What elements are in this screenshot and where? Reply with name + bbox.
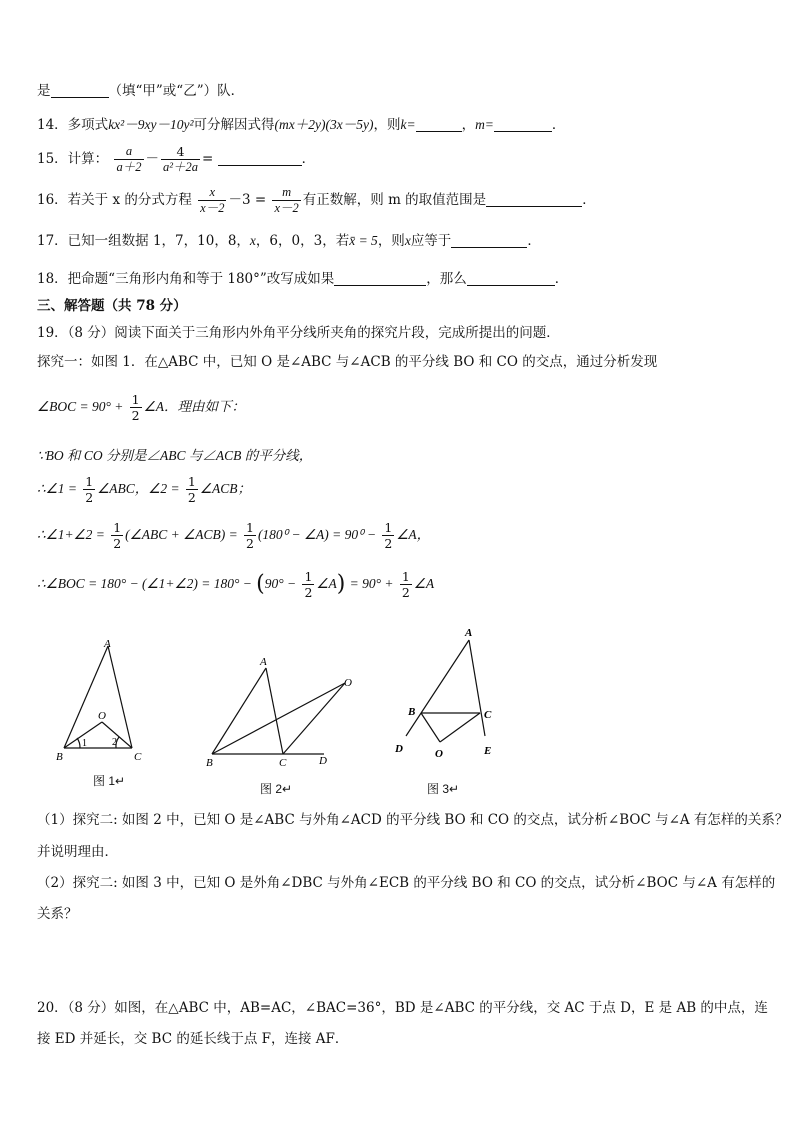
q13-prefix: 是 [37, 83, 51, 99]
fig3-label-c: C [484, 709, 492, 721]
q18 [37, 269, 568, 289]
q14-number: 14．多项式 [37, 117, 109, 133]
q16-text: 有正数解，则 m 的取值范围是 [302, 192, 487, 208]
fig3-caption: 图 3↵ [427, 782, 460, 796]
q19-step1-c: ∠ACB； [199, 481, 251, 496]
fig2-label-c: C [279, 757, 287, 769]
q16-f2-denominator: x－2 [274, 201, 299, 215]
fig1-label-c: C [134, 751, 142, 763]
q17-text: ，则 [377, 233, 405, 249]
q19-step1-a: ∴∠1 = [37, 481, 77, 496]
q19-step3-c: ∠A [316, 576, 337, 591]
q17 [37, 231, 541, 251]
half-fraction [400, 569, 412, 600]
fig1-label-b: B [56, 751, 63, 763]
q19-part1-line1: （1）探究二: 如图 2 中，已知 O 是∠ABC 与外角∠ACD 的平分线 BO 和 CO 的交点，试分析∠BOC 与∠A 有怎样的关系？ [37, 812, 789, 828]
fig3-label-e: E [484, 745, 492, 757]
q15-end: ． [301, 151, 316, 167]
q19-step2-b: (∠ABC + ∠ACB) = [125, 527, 238, 542]
q19-part2-line1: （2）探究二: 如图 3 中，已知 O 是外角∠DBC 与外角∠ECB 的平分线 BO 和 CO 的交点，试分析∠BOC 与∠A 有怎样的 [37, 875, 776, 891]
q18-if-blank[interactable] [334, 271, 426, 286]
half-numerator: 1 [187, 474, 196, 489]
half-fraction [111, 520, 123, 551]
q15-number: 15．计算： [37, 151, 109, 167]
q16-number: 16．若关于 x 的分式方程 [37, 192, 192, 208]
q19-step3-b: 90° − [264, 576, 297, 591]
q16-f2-numerator: m [272, 185, 300, 201]
half-numerator: 1 [85, 474, 94, 489]
q16 [37, 185, 596, 216]
q18-number: 18．把命题“三角形内角和等于 180°”改写成如果 [37, 271, 335, 287]
q15-f1-numerator: a [114, 144, 143, 160]
q14-then: ，则 [373, 117, 401, 133]
q16-fraction-1 [198, 185, 226, 216]
half-fraction [302, 569, 314, 600]
fig2-label-b: B [206, 757, 213, 769]
fig3-label-a: A [465, 627, 473, 639]
q17-x: x [249, 233, 256, 248]
q13-answer-blank[interactable] [51, 83, 109, 98]
q19-step3-d: = 90° + [349, 576, 394, 591]
q19-step1-b: ∠ABC，∠2 = [97, 481, 180, 496]
q15-f1-denominator: a＋2 [116, 160, 142, 174]
q16-f1-denominator: x－2 [200, 201, 225, 215]
q17-number: 17．已知一组数据 1，7，10，8， [37, 233, 250, 249]
q14-k-label: k= [400, 117, 416, 132]
q19-part1-line2: 并说明理由． [37, 844, 118, 860]
q19-step2 [37, 520, 430, 551]
q19-step2-a: ∴∠1+∠2 = [37, 527, 105, 542]
half-denominator: 2 [245, 536, 254, 551]
fig1-caption: 图 1↵ [93, 774, 126, 788]
half-denominator: 2 [304, 585, 313, 600]
q17-mean: x̄ = 5 [349, 233, 378, 248]
q15-f2-numerator: 4 [161, 144, 200, 160]
q19-step2-d: ∠A， [396, 527, 431, 542]
half-denominator: 2 [187, 490, 196, 505]
fig3-label-b: B [408, 706, 416, 718]
q19-part2-line2: 关系？ [37, 906, 78, 922]
q20-line2: 接 ED 并延长，交 BC 的延长线于点 F，连接 AF． [37, 1031, 349, 1047]
q16-answer-blank[interactable] [486, 192, 582, 207]
q19-claim [37, 392, 245, 423]
q13-suffix: （填“甲”或“乙”）队． [108, 83, 245, 99]
q18-then-blank[interactable] [467, 271, 555, 286]
half-denominator: 2 [384, 536, 393, 551]
q14-m-blank[interactable] [494, 117, 552, 132]
q19-step1 [37, 474, 251, 505]
fig1-label-1: 1 [82, 738, 87, 749]
q15-minus: － [145, 151, 159, 167]
fig2-label-d: D [319, 755, 327, 767]
q16-f1-numerator: x [198, 185, 226, 201]
q15 [37, 144, 315, 175]
q19-intro: 19．（8 分）阅读下面关于三角形内外角平分线所夹角的探究片段，完成所提出的问题． [37, 325, 560, 341]
q14-text: 可分解因式得 [193, 117, 275, 133]
q17-x-2: x [404, 233, 411, 248]
half-denominator: 2 [113, 536, 122, 551]
q18-mid: ，那么 [426, 271, 467, 287]
half-numerator: 1 [113, 520, 122, 535]
q13-tail [37, 81, 244, 101]
fig2-label-a: A [260, 656, 267, 668]
half-numerator: 1 [304, 569, 313, 584]
half-fraction [83, 474, 95, 505]
q14 [37, 115, 565, 135]
q20-line1: 20．（8 分）如图，在△ABC 中，AB=AC，∠BAC=36°，BD 是∠ABC 的平分线，交 AC 于点 D，E 是 AB 的中点，连 [37, 1000, 768, 1016]
half-numerator: 1 [245, 520, 254, 535]
q19-explore1: 探究一：如图 1．在△ABC 中，已知 O 是∠ABC 与∠ACB 的平分线 BO 和 CO 的交点，通过分析发现 [37, 354, 658, 370]
q19-because [37, 446, 312, 466]
half-denominator: 2 [401, 585, 410, 600]
q15-f2-denominator: a²＋2a [163, 160, 198, 174]
q19-claim-left: ∠BOC = 90° + [37, 399, 124, 414]
q14-end: ． [551, 117, 566, 133]
fig1-label-o: O [98, 710, 106, 722]
q19-step3-a: ∴∠BOC = 180° − (∠1+∠2) = 180° − [37, 576, 252, 591]
half-numerator: 1 [401, 569, 410, 584]
figure-1 [52, 636, 152, 764]
q14-m-label: m= [475, 117, 494, 132]
section-title: 三、解答题（共 78 分） [37, 298, 187, 314]
fig2-caption: 图 2↵ [260, 782, 293, 796]
q19-step2-c: (180⁰ − ∠A) = 90⁰ − [257, 527, 377, 542]
fig2-label-o: O [344, 677, 352, 689]
q17-answer-blank[interactable] [451, 233, 527, 248]
q19-step3: ∴∠BOC = 180° − (∠1+∠2) = 180° − (90° − $\frac{1}{2}$ ∠A) = 90° + $\frac{1}{2}$ ∠A [37, 569, 435, 600]
half-fraction [186, 474, 198, 505]
fig1-label-2: 2 [112, 737, 117, 748]
q14-comma: ， [461, 117, 476, 133]
half-numerator: 1 [131, 392, 140, 407]
half-fraction [244, 520, 256, 551]
q19-claim-right: ∠A．理由如下： [143, 399, 245, 414]
q17-end: ． [527, 233, 541, 249]
half-fraction [382, 520, 394, 551]
q15-fraction-1 [114, 144, 143, 175]
q19-claim-half [130, 392, 142, 423]
q19-step3-e: ∠A [413, 576, 435, 591]
q15-equals: = [202, 151, 214, 167]
q16-minus-three: －3 = [228, 192, 267, 208]
q16-end: ． [582, 192, 596, 208]
half-numerator: 1 [384, 520, 393, 535]
figure-3 [390, 624, 510, 764]
half-denominator: 2 [85, 490, 94, 505]
q17-data-rest: ，6，0，3，若 [255, 233, 350, 249]
fig3-label-o: O [435, 748, 443, 760]
q16-fraction-2 [272, 185, 300, 216]
q17-text-2: 应等于 [410, 233, 452, 249]
fig1-label-a: A [104, 638, 111, 650]
fig3-label-d: D [395, 743, 403, 755]
q15-fraction-2 [161, 144, 200, 175]
q14-k-blank[interactable] [416, 117, 462, 132]
q14-factors: (mx＋2y)(3x－5y) [274, 117, 374, 132]
q19-because-text: ∵BO 和 CO 分别是∠ABC 与∠ACB 的平分线， [37, 448, 313, 463]
figure-2 [200, 650, 360, 770]
q18-end: ． [554, 271, 569, 287]
q15-answer-blank[interactable] [218, 151, 302, 166]
q14-polynomial: kx²－9xy－10y² [108, 117, 194, 132]
half-denominator: 2 [131, 408, 140, 423]
